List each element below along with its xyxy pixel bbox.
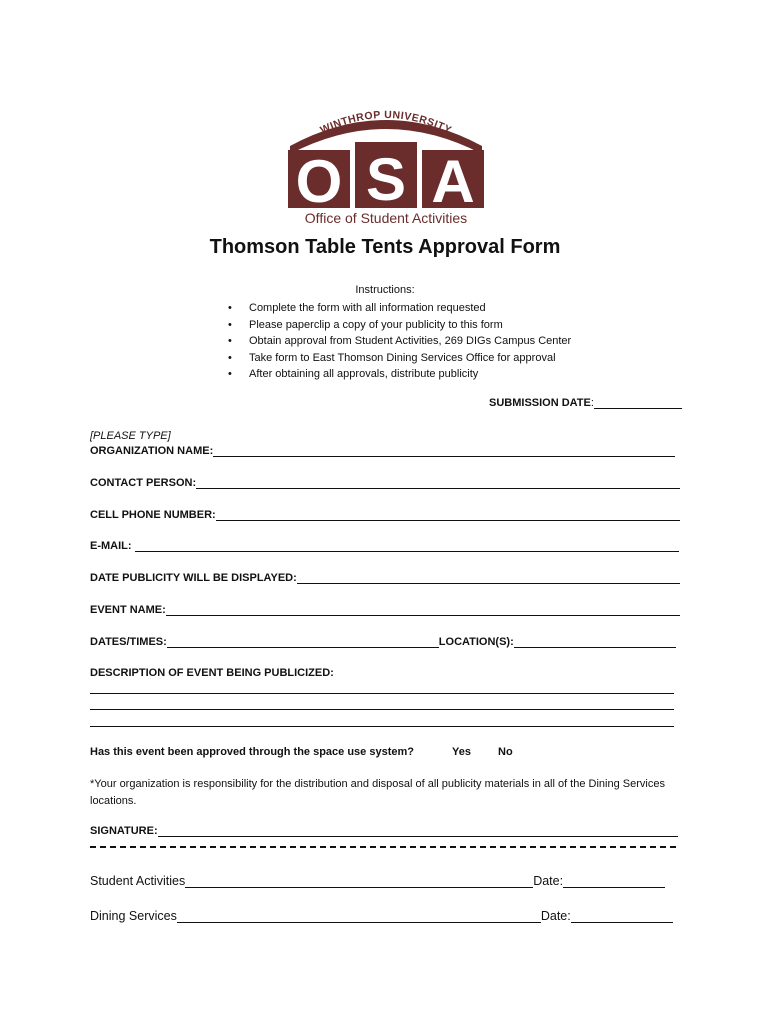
description-row <box>90 667 680 679</box>
email-field[interactable] <box>135 540 679 552</box>
locations-field[interactable] <box>514 636 676 648</box>
organization-name-label: ORGANIZATION NAME: <box>90 445 214 457</box>
submission-date-field[interactable] <box>594 397 682 409</box>
approval-question-row <box>90 746 680 758</box>
event-name-field[interactable] <box>166 604 680 616</box>
dining-services-label: Dining Services <box>90 909 177 923</box>
instruction-item: • Please paperclip a copy of your publicity to this form <box>228 318 503 331</box>
signature-row <box>90 825 680 837</box>
cell-phone-row <box>90 509 680 521</box>
instruction-item: • Complete the form with all information requested <box>228 302 486 314</box>
student-activities-signature-field[interactable] <box>185 876 533 888</box>
submission-date-row: SUBMISSION DATE: <box>489 397 682 409</box>
date-publicity-label: DATE PUBLICITY WILL BE DISPLAYED: <box>90 572 297 584</box>
approval-yes-option[interactable]: Yes <box>452 746 471 758</box>
dining-services-signature-field[interactable] <box>177 911 541 923</box>
locations-label: LOCATION(S): <box>438 636 514 648</box>
student-activities-date-field[interactable] <box>563 876 665 888</box>
form-title: Thomson Table Tents Approval Form <box>209 236 561 258</box>
dining-services-date-field[interactable] <box>571 911 673 923</box>
date-publicity-field[interactable] <box>297 572 680 584</box>
osa-logo <box>282 100 490 230</box>
separator-line <box>90 846 676 848</box>
signature-field[interactable] <box>158 825 678 837</box>
student-activities-label: Student Activities <box>90 874 186 888</box>
instruction-item: • After obtaining all approvals, distribute publicity <box>228 368 479 380</box>
logo-letter-s: S <box>365 146 407 210</box>
instruction-item: • Obtain approval from Student Activities, 269 DIGs Campus Center <box>228 335 572 347</box>
dining-services-row <box>90 909 673 923</box>
event-name-row <box>90 604 680 616</box>
osa-logo-graphic <box>282 100 490 210</box>
description-line[interactable] <box>90 693 674 694</box>
description-label: DESCRIPTION OF EVENT BEING PUBLICIZED: <box>90 667 334 679</box>
dates-times-label: DATES/TIMES: <box>90 636 167 648</box>
approval-no-option[interactable]: No <box>498 746 513 758</box>
dining-services-date-label: Date: <box>540 909 571 923</box>
cell-phone-label: CELL PHONE NUMBER: <box>90 509 216 521</box>
instruction-item: • Take form to East Thomson Dining Services Office for approval <box>228 351 556 364</box>
logo-subtitle: Office of Student Activities <box>304 210 468 226</box>
event-name-label: EVENT NAME: <box>90 604 166 616</box>
logo-letter-o: O <box>295 148 343 210</box>
email-row <box>90 540 680 552</box>
logo-banner-text: WINTHROP UNIVERSITY <box>318 108 454 137</box>
dates-location-row <box>90 636 680 648</box>
responsibility-note: *Your organization is responsibility for the distribution and disposal of all publicity materials in all of the Dining Services locations. <box>90 778 665 807</box>
description-line[interactable] <box>90 709 674 710</box>
please-type-note: [PLEASE TYPE] <box>90 430 171 442</box>
contact-person-label: CONTACT PERSON: <box>90 477 197 489</box>
student-activities-row <box>90 874 665 888</box>
organization-name-row <box>90 445 680 457</box>
dates-times-field[interactable] <box>167 636 439 648</box>
instructions-list <box>228 300 571 383</box>
contact-person-row <box>90 477 680 489</box>
cell-phone-field[interactable] <box>216 509 680 521</box>
submission-date-label: SUBMISSION DATE <box>489 397 591 409</box>
description-line[interactable] <box>90 726 674 727</box>
contact-person-field[interactable] <box>196 477 680 489</box>
signature-label: SIGNATURE: <box>90 825 158 837</box>
student-activities-date-label: Date: <box>533 874 564 888</box>
date-publicity-row <box>90 572 680 584</box>
organization-name-field[interactable] <box>213 445 675 457</box>
logo-letter-a: A <box>431 148 475 210</box>
email-label: E-MAIL: <box>90 540 132 552</box>
approval-question-text: Has this event been approved through the space use system? <box>90 746 414 758</box>
instructions-heading: Instructions: <box>355 284 415 296</box>
